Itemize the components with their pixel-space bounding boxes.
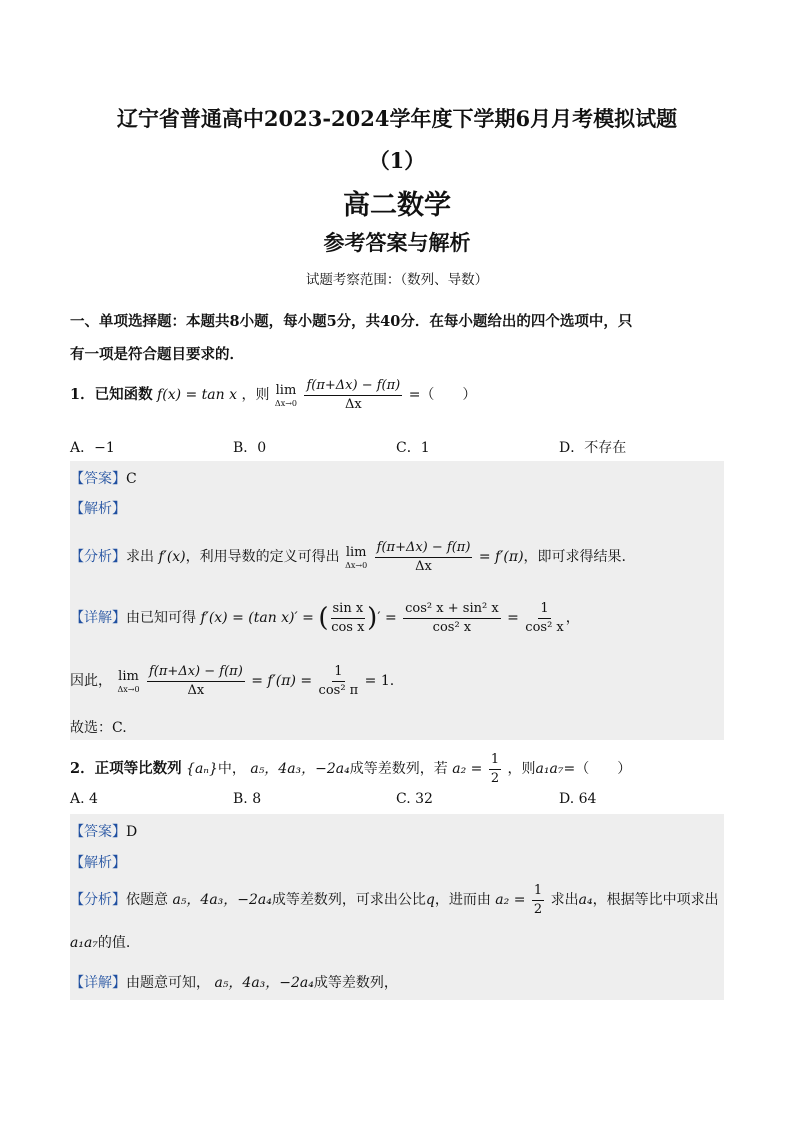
q1-function: f(x) = tan x	[157, 387, 238, 403]
q2-option-c: C. 32	[396, 791, 433, 807]
question-2: 2．正项等比数列 {aₙ}中， a₅，4a₃，−2a₄成等差数列，若 a₂ = $\frac{1}{2}$ ，则a₁a₇=（ ）	[70, 752, 632, 786]
answer-value: D	[126, 824, 138, 840]
q1-limit: lim Δx→0	[274, 382, 298, 408]
question-1	[70, 378, 724, 412]
answer-tag: 【答案】	[70, 471, 126, 487]
q1-fraction: $\frac{f(\pi+\Delta x) - f(\pi)}{\Delta x}$	[306, 378, 401, 412]
q2-fenxi-cont: a₁a₇的值.	[70, 935, 131, 951]
q1-option-a: A．−1	[70, 440, 115, 456]
exam-title-number: （1）	[368, 148, 426, 173]
q1-xiangjie: 【详解】由已知可得 f′(x) = (tan x)′ = ( $\frac{\text{sin x}}{\text{cos x}}$ )′ = $\frac{\text{cos² x + sin² x}}{\text{cos² x}}$ = $\frac{1}{\text{cos² x}}$ ，	[70, 601, 580, 635]
fenxi-tag: 【分析】	[70, 549, 126, 565]
answer-value: C	[126, 471, 137, 487]
q1-option-b: B．0	[233, 440, 267, 456]
subject-title: 高二数学	[343, 190, 451, 221]
exam-title: 辽宁省普通高中2023-2024学年度下学期6月月考模拟试题	[116, 106, 678, 131]
q2-analysis-tag: 【解析】	[70, 855, 126, 871]
q1-choice: 故选：C.	[70, 720, 127, 736]
q2-prefix: 2．正项等比数列	[70, 760, 182, 777]
section-heading: 一、单项选择题：本题共8小题，每小题5分，共40分．在每小题给出的四个选项中，只	[70, 313, 633, 330]
q1-analysis-tag: 【解析】	[70, 501, 126, 517]
q2-xiangjie: 【详解】由题意可知， a₅，4a₃，−2a₄成等差数列，	[70, 975, 398, 991]
q2-fenxi: 【分析】依题意 a₅，4a₃，−2a₄成等差数列，可求出公比q，进而由 a₂ = $\frac{1}{2}$ 求出a₄，根据等比中项求出	[70, 883, 719, 917]
xiangjie-tag: 【详解】	[70, 975, 126, 991]
q1-option-c: C．1	[396, 440, 430, 456]
exam-scope: 试题考察范围：（数列、导数）	[305, 272, 489, 288]
q1-mid: ，则	[241, 387, 270, 403]
answer-subtitle: 参考答案与解析	[323, 230, 471, 255]
q1-prefix: 1．已知函数	[70, 386, 153, 403]
q2-option-d: D. 64	[559, 791, 597, 807]
fenxi-tag: 【分析】	[70, 892, 126, 908]
q1-option-d: D．不存在	[559, 440, 627, 456]
q1-fenxi: 【分析】求出 f′(x)，利用导数的定义可得出 lim Δx→0 $\frac{f(\pi+\Delta x) - f(\pi)}{\Delta x}$ = f′(π)，即可求得结果.	[70, 540, 626, 574]
xiangjie-tag: 【详解】	[70, 610, 126, 626]
q1-suffix: =（ ）	[408, 387, 477, 403]
section-heading-cont: 有一项是符合题目要求的．	[70, 346, 244, 363]
answer-tag: 【答案】	[70, 824, 126, 840]
q1-answer	[70, 468, 724, 488]
q2-option-b: B. 8	[233, 791, 262, 807]
q2-answer	[70, 821, 724, 841]
q2-option-a: A. 4	[70, 791, 98, 807]
q1-conclusion: 因此， lim Δx→0 $\frac{f(\pi+\Delta x) - f(\pi)}{\Delta x}$ = f′(π) = $\frac{1}{\text{cos² π}}$ = 1.	[70, 664, 395, 698]
